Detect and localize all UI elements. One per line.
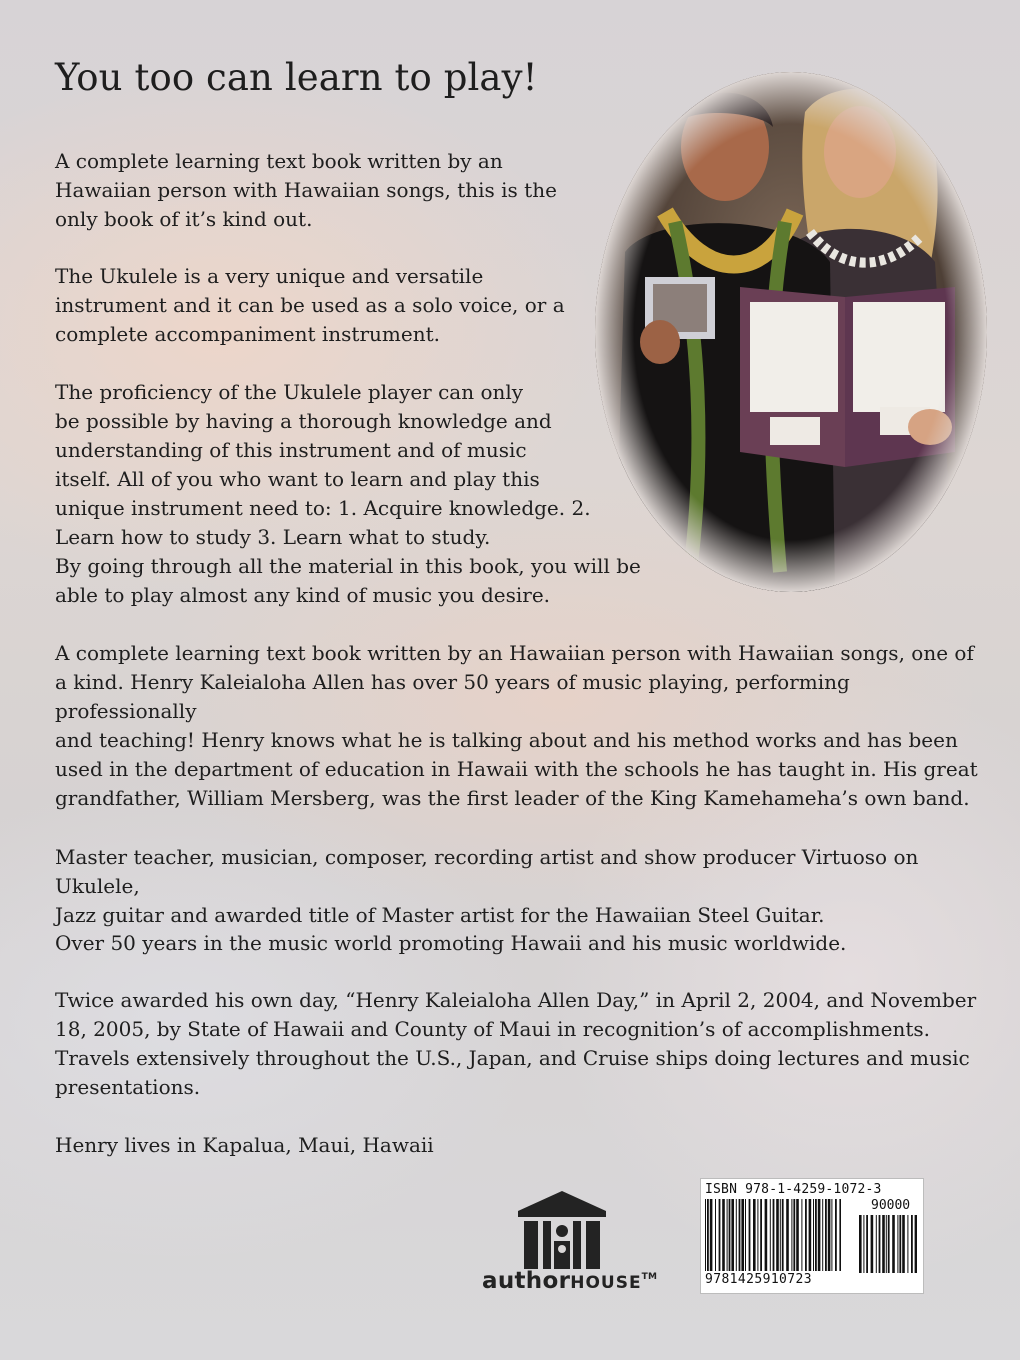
barcode-bar [780,1199,781,1271]
publisher-name-house: HOUSE [570,1273,642,1293]
barcode-bar [791,1199,792,1271]
barcode-bar [715,1199,716,1271]
barcode-bar [897,1215,898,1273]
publisher-logo [482,1185,658,1301]
barcode-bar [760,1199,762,1271]
barcode-bar [822,1199,823,1271]
residence-paragraph: Henry lives in Kapalua, Maui, Hawaii [55,1133,434,1157]
barcode-bar [707,1199,709,1271]
barcode-bar [722,1199,725,1271]
years-paragraph: Over 50 years in the music world promoting Hawaii and his music worldwide. [55,931,847,955]
barcode-bar [892,1215,895,1273]
addon-barcode-bars [859,1215,917,1273]
ukulele-paragraph: The Ukulele is a very unique and versatile instrument and it can be used as a solo voice, or a complete accompaniment instrument. [55,264,565,346]
barcode-bar [809,1199,812,1271]
barcode-bar [793,1199,795,1271]
barcode-bar [915,1215,917,1273]
barcode-bar [749,1199,751,1271]
awarded-paragraph: Twice awarded his own day, “Henry Kaleialoha Allen Day,” in April 2, 2004, and November 18, 2005, by State of Hawaii and County of Maui in recognition’s of accomplishments. Travels extensively throughout the U.S., Japan, and Cruise ships doing lectures and music presentations. [55,988,977,1099]
barcode-bar [879,1215,881,1273]
intro-paragraph: A complete learning text book written by an Hawaiian person with Hawaiian songs, this is the only book of it’s kind out. [55,149,557,231]
barcode-bar [741,1199,744,1271]
barcode-bar [770,1199,771,1271]
proficiency-paragraph: The proficiency of the Ukulele player can only be possible by having a thorough knowledge and understanding of this instrument and of music itself. All of you who want to learn and play this unique instrument need to: 1. Acquire knowledge. 2. Learn how to study 3. Learn what to study. By going through all the material in this book, you will be able to play almost any kind of music you desire. [55,380,641,607]
barcode-bar [828,1199,831,1271]
trademark-mark: TM [641,1272,658,1282]
barcode-bar [835,1199,837,1271]
barcode-bar [782,1199,784,1271]
publisher-name-author: author [482,1268,571,1294]
barcode-bar [825,1199,827,1271]
barcode-bar [731,1199,734,1271]
barcode-bar [815,1199,817,1271]
barcode-bar [839,1199,841,1271]
barcode-bar [886,1215,887,1273]
page-title: You too can learn to play! [55,56,538,99]
barcode-bar [727,1199,728,1271]
barcode-bar [911,1215,913,1273]
barcode-bar [705,1199,706,1271]
barcode-bar [736,1199,737,1271]
barcode-bar [710,1199,713,1271]
ean-barcode-bars [705,1199,841,1271]
barcode-bar [888,1215,890,1273]
barcode-bar [902,1215,905,1273]
barcode-bar [882,1215,885,1273]
price-code: 90000 [871,1198,911,1213]
barcode-bar [745,1199,746,1271]
barcode-bar [876,1215,877,1273]
barcode-bar [907,1215,908,1273]
master-paragraph: Master teacher, musician, composer, recording artist and show producer Virtuoso on Ukulele, Jazz guitar and awarded title of Master artist for the Hawaiian Steel Guitar. [55,845,919,927]
author-photo-illustration [595,72,987,592]
about-paragraph: A complete learning text book written by an Hawaiian person with Hawaiian songs, one of a kind. Henry Kaleialoha Allen has over 50 years of music playing, performing professionally and teaching! Henry knows what he is talking about and his method works and has been used in the department of education in Hawaii with the schools he has taught in. His great grandfather, William Mersberg, was the first leader of the King Kamehameha’s own band. [55,641,978,810]
barcode-bar [796,1199,799,1271]
house-logo-icon [514,1189,610,1273]
barcode-bar [757,1199,758,1271]
barcode-bar [719,1199,721,1271]
barcode-bar [729,1199,731,1271]
barcode-bar [773,1199,775,1271]
barcode-bar [801,1199,802,1271]
barcode-bar [753,1199,756,1271]
ean-digits: 9781425910723 [705,1272,812,1287]
isbn-barcode [700,1178,924,1294]
author-photo [595,72,987,592]
barcode-bar [813,1199,814,1271]
barcode-bar [866,1215,868,1273]
barcode-bar [859,1215,862,1273]
barcode-bar [786,1199,789,1271]
barcode-bar [765,1199,768,1271]
barcode-bar [805,1199,807,1271]
barcode-bar [871,1215,874,1273]
barcode-bar [899,1215,901,1273]
publisher-name [482,1268,658,1294]
barcode-bar [818,1199,821,1271]
barcode-bar [739,1199,741,1271]
barcode-bar [863,1215,864,1273]
isbn-text: ISBN 978-1-4259-1072-3 [705,1182,882,1197]
barcode-bar [831,1199,832,1271]
barcode-bar [776,1199,779,1271]
